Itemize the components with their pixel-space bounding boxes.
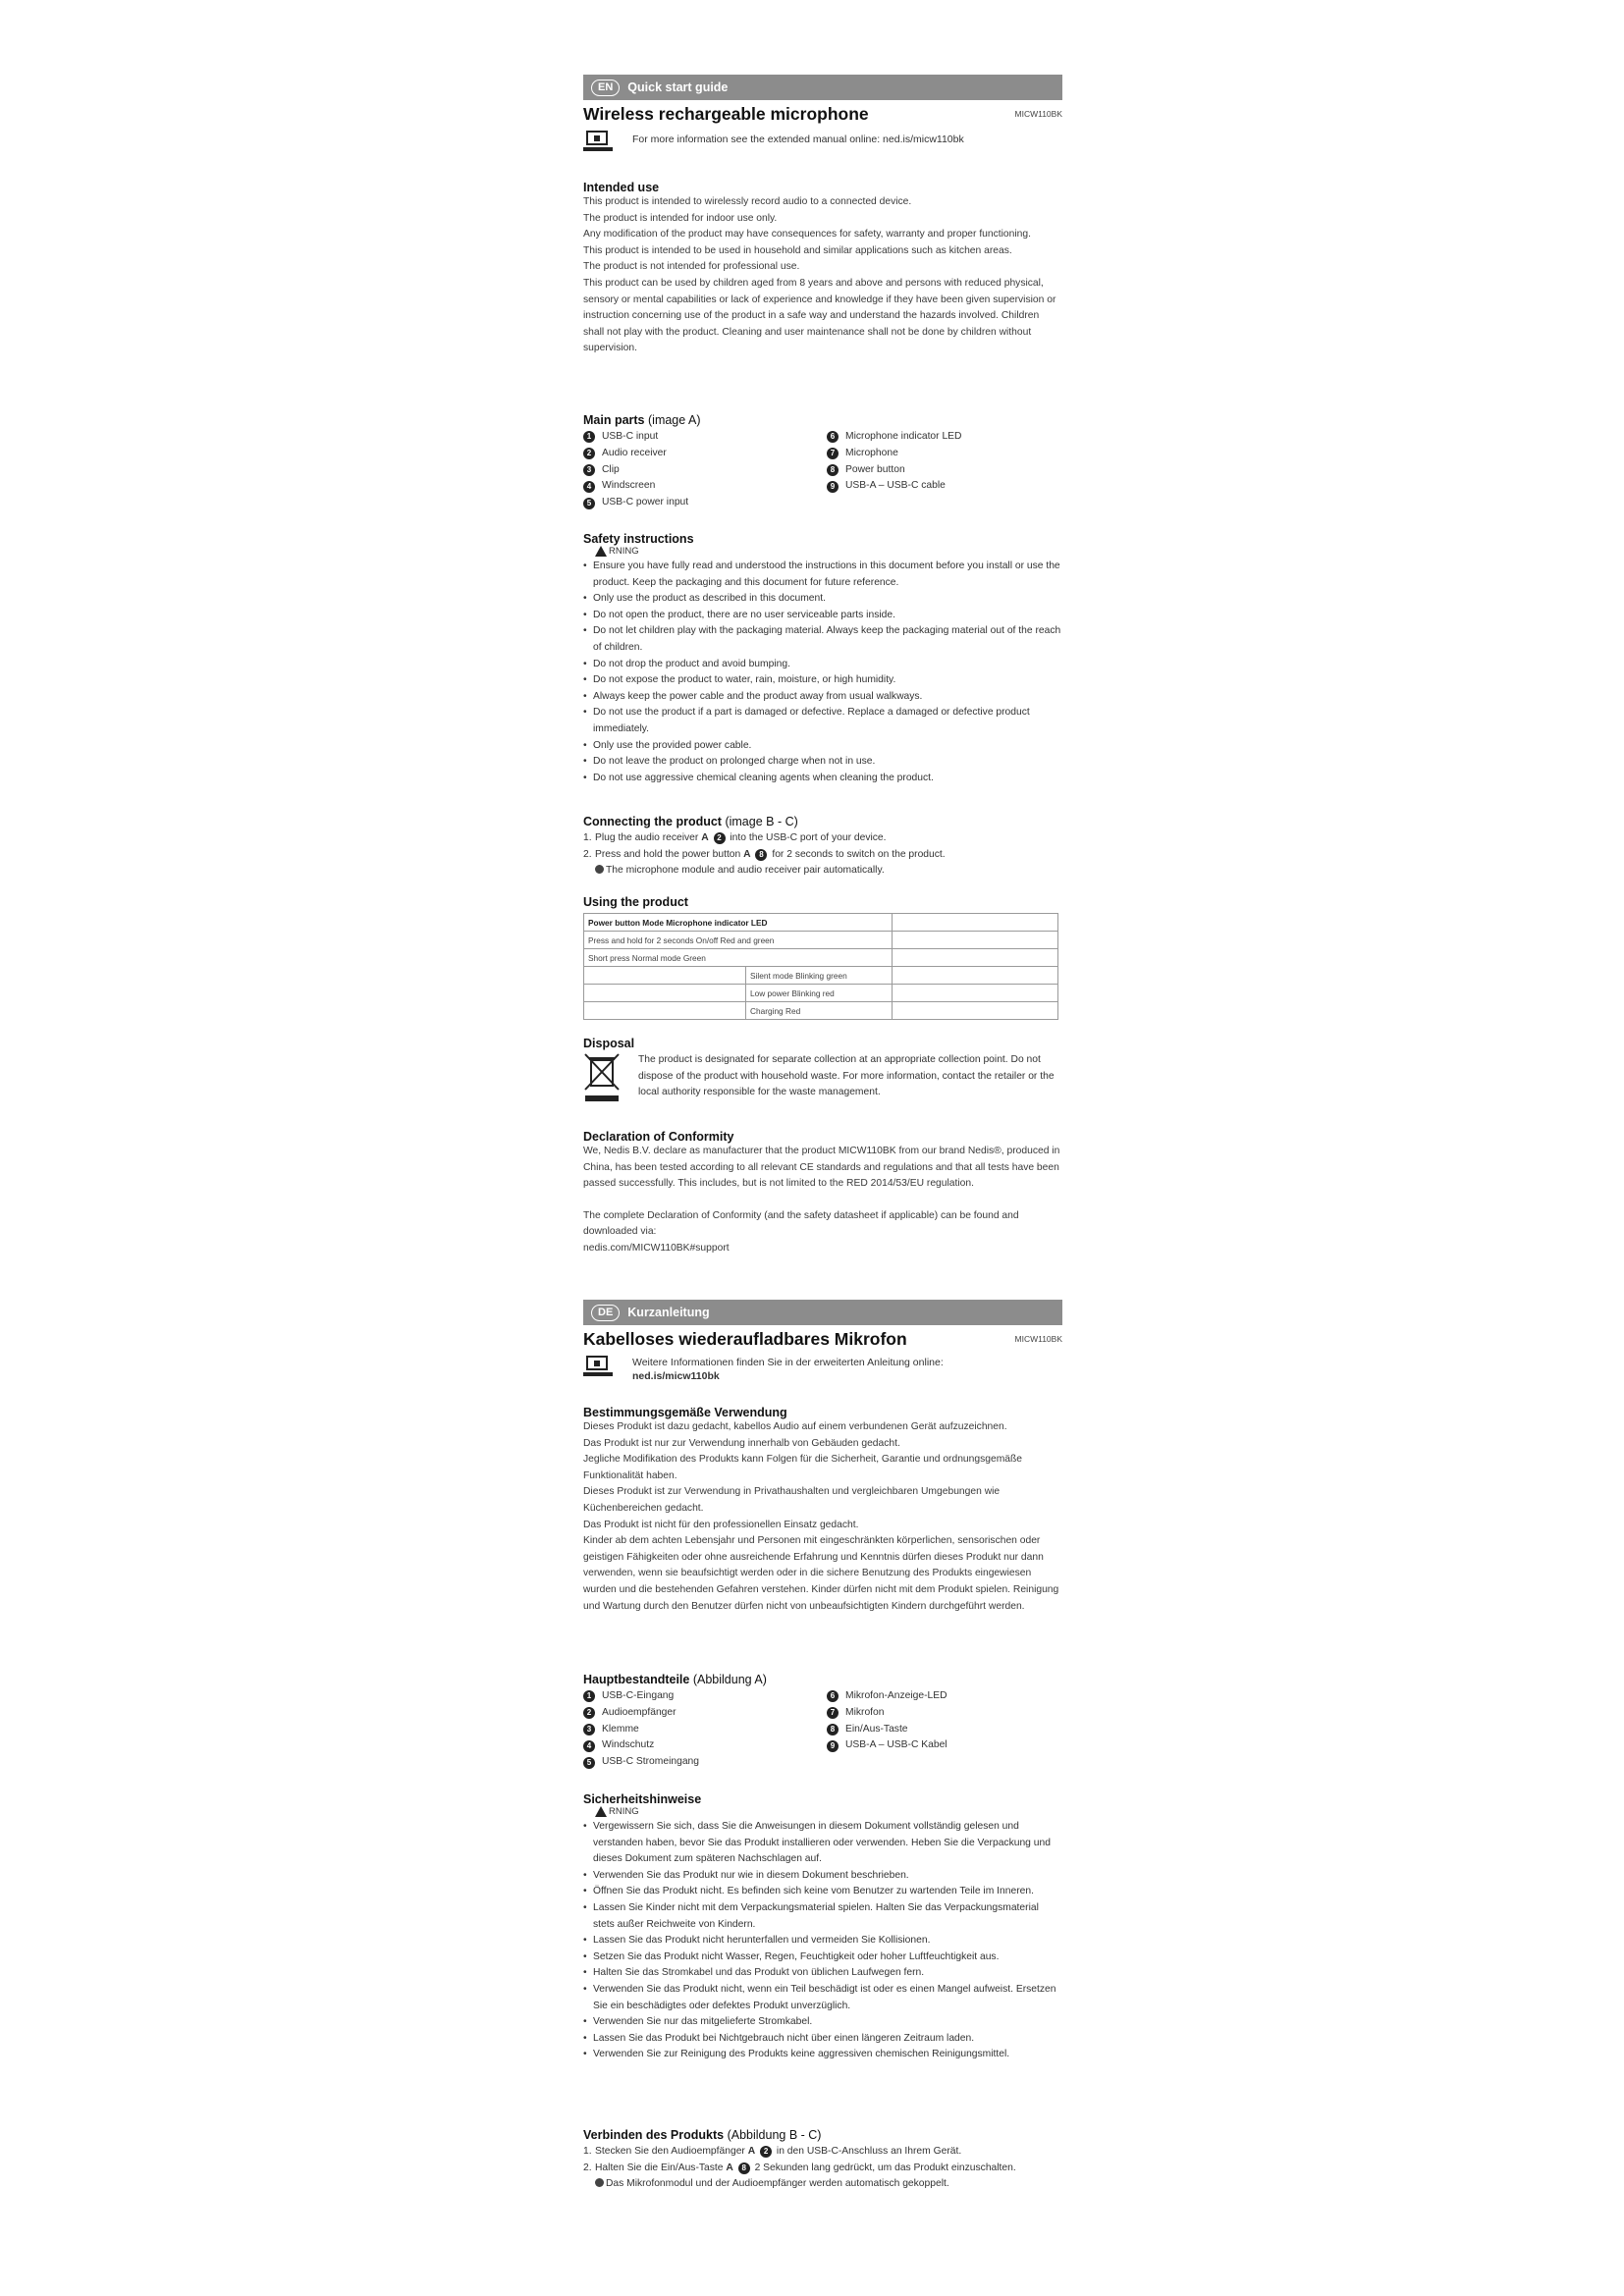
de-more-info-text: Weitere Informationen finden Sie in der erweiterten Anleitung online:	[632, 1357, 944, 1368]
list-item: • Do not use aggressive chemical cleaning agents when cleaning the product.	[583, 771, 1062, 787]
warning-icon	[595, 1806, 607, 1817]
en-more-info	[583, 131, 1062, 152]
list-item: • Only use the provided power cable.	[583, 738, 1062, 755]
list-item: • Do not open the product, there are no user serviceable parts inside.	[583, 608, 1062, 624]
part-item: 9 USB-A – USB-C cable	[827, 478, 1062, 495]
list-item: • Öffnen Sie das Produkt nicht. Es befinden sich keine vom Benutzer zu wartenden Teile im Inneren.	[583, 1884, 1062, 1900]
en-main-parts-heading: Main parts (image A)	[583, 413, 701, 427]
list-item: • Do not use the product if a part is damaged or defective. Replace a damaged or defective product immediately.	[583, 705, 1062, 737]
part-item: 8 Power button	[827, 462, 1062, 479]
list-item: • Do not leave the product on prolonged charge when not in use.	[583, 754, 1062, 771]
part-item: 4 Windscreen	[583, 478, 827, 495]
en-step-1: 1. Plug the audio receiver A 2 into the USB-C port of your device.	[583, 832, 887, 843]
en-model-number: MICW110BK	[1014, 109, 1062, 119]
list-item: • Do not let children play with the packaging material. Always keep the packaging material out of the reach of children.	[583, 623, 1062, 656]
de-connecting-heading: Verbinden des Produkts (Abbildung B - C)	[583, 2128, 822, 2142]
en-disposal-text: The product is designated for separate collection at an appropriate collection point. Do not dispose of the product with household waste. For more information, contact the retailer or the local authority responsible for the waste management.	[638, 1054, 1055, 1098]
en-title-row	[583, 104, 1062, 125]
en-intended-use-p4: This product is intended to be used in household and similar applications such as kitchen areas.	[583, 244, 1012, 256]
part-item: 2 Audio receiver	[583, 446, 827, 462]
de-safety-heading: Sicherheitshinweise	[583, 1792, 702, 1806]
de-intended-use-p3: Jegliche Modifikation des Produkts kann Folgen für die Sicherheit, Garantie und ordnungsgemäße Funktionalität haben.	[583, 1454, 1023, 1481]
en-declaration-p2: The complete Declaration of Conformity (and the safety datasheet if applicable) can be found and downloaded via:	[583, 1209, 1019, 1238]
de-main-parts-heading: Hauptbestandteile (Abbildung A)	[583, 1673, 767, 1686]
de-product-title: Kabelloses wiederaufladbares Mikrofon	[583, 1329, 907, 1349]
list-item: • Lassen Sie das Produkt bei Nichtgebrauch nicht über einen längeren Zeitraum laden.	[583, 2031, 1062, 2048]
de-header-bar	[583, 1300, 1062, 1325]
de-more-info-link[interactable]: ned.is/micw110bk	[632, 1370, 720, 1382]
en-disposal	[583, 1037, 1062, 1103]
part-item: 6 Mikrofon-Anzeige-LED	[827, 1688, 1062, 1705]
de-connecting	[583, 2128, 1062, 2193]
en-intended-use	[583, 181, 1062, 357]
part-item: 9 USB-A – USB-C Kabel	[827, 1737, 1062, 1754]
list-item: • Verwenden Sie das Produkt nicht, wenn ein Teil beschädigt ist oder es einen Mangel aufweist. Ersetzen Sie ein beschädigtes oder defektes Produkt unverzüglich.	[583, 1982, 1062, 2014]
list-item: • Verwenden Sie nur das mitgelieferte Stromkabel.	[583, 2014, 1062, 2031]
en-intended-use-p6: This product can be used by children aged from 8 years and above and persons with reduced physical, sensory or mental capabilities or lack of experience and knowledge if they have been given supervision or instruction concerning use of the product in a safe way and understand the hazards involved. Children shall not play with the product. Cleaning and user maintenance shall not be done by children without supervision.	[583, 277, 1056, 354]
de-intended-use-p4: Dieses Produkt ist zur Verwendung in Privathaushalten und vergleichbaren Umgebungen wie Küchenbereichen gedacht.	[583, 1486, 1001, 1514]
list-item: • Lassen Sie Kinder nicht mit dem Verpackungsmaterial spielen. Halten Sie das Verpackungsmaterial stets außer Reichweite von Kindern.	[583, 1900, 1062, 1933]
info-icon	[595, 865, 604, 874]
list-item: • Do not expose the product to water, rain, moisture, or high humidity.	[583, 672, 1062, 689]
de-intended-use-p6: Kinder ab dem achten Lebensjahr und Personen mit eingeschränkten körperlichen, sensorischen oder geistigen Fähigkeiten oder ohne ausreichende Erfahrung und Kenntnis dürfen dieses Produkt nur dann verwenden, wenn sie beaufsichtigt werden oder in die sichere Benutzung des Produkts eingewiesen wurden und die bestehenden Gefahren verstehen. Kinder dürfen nicht mit dem Produkt spielen. Reinigung und Wartung durch den Benutzer dürfen nicht von unbeaufsichtigten Kindern durchgeführt werden.	[583, 1535, 1059, 1612]
en-declaration-p1: We, Nedis B.V. declare as manufacturer that the product MICW110BK from our brand Nedis®, produced in China, has been tested according to all relevant CE standards and regulations and that all tests have been passed successfully. This includes, but is not limited to the RED 2014/53/EU regulation.	[583, 1146, 1060, 1190]
de-step-1: 1. Stecken Sie den Audioempfänger A 2 in den USB-C-Anschluss an Ihrem Gerät.	[583, 2146, 962, 2157]
list-item: • Verwenden Sie zur Reinigung des Produkts keine aggressiven chemischen Reinigungsmittel.	[583, 2047, 1062, 2063]
en-intended-use-p5: The product is not intended for professional use.	[583, 261, 800, 273]
de-more-info	[583, 1356, 1062, 1383]
en-language-badge: EN	[591, 80, 620, 96]
de-title-row	[583, 1329, 1062, 1350]
en-more-info-text: For more information see the extended manual online: ned.is/micw110bk	[632, 133, 964, 145]
table-row: Short press Normal mode Green	[584, 949, 1058, 967]
de-intended-use-p2: Das Produkt ist nur zur Verwendung innerhalb von Gebäuden gedacht.	[583, 1437, 900, 1449]
en-declaration-link[interactable]: nedis.com/MICW110BK#support	[583, 1242, 730, 1254]
part-item: 7 Microphone	[827, 446, 1062, 462]
en-connecting	[583, 815, 1062, 880]
en-intended-use-p3: Any modification of the product may have consequences for safety, warranty and proper functioning.	[583, 229, 1031, 240]
part-item: 3 Clip	[583, 462, 827, 479]
document	[583, 75, 1062, 2190]
list-item: • Only use the product as described in this document.	[583, 591, 1062, 608]
usage-table	[583, 913, 1058, 1020]
list-item: • Verwenden Sie das Produkt nur wie in diesem Dokument beschrieben.	[583, 1868, 1062, 1885]
en-intended-use-p1: This product is intended to wirelessly record audio to a connected device.	[583, 196, 912, 207]
part-item: 3 Klemme	[583, 1722, 827, 1738]
list-item: • Vergewissern Sie sich, dass Sie die Anweisungen in diesem Dokument vollständig gelesen und verstanden haben, bevor Sie das Produkt installieren oder verwenden. Heben Sie die Verpackung und dieses Dokument zum späteren Nachschlagen auf.	[583, 1819, 1062, 1868]
en-intended-use-p2: The product is intended for indoor use only.	[583, 212, 778, 224]
part-item: 1 USB-C-Eingang	[583, 1688, 827, 1705]
en-connecting-heading: Connecting the product (image B - C)	[583, 815, 798, 828]
info-icon	[595, 2178, 604, 2187]
de-main-parts	[583, 1673, 1062, 1771]
table-row: Silent mode Blinking green	[584, 967, 1058, 985]
de-step-2: 2. Halten Sie die Ein/Aus-Taste A 8 2 Sekunden lang gedrückt, um das Produkt einzuschalten.	[583, 2162, 1016, 2173]
en-main-parts	[583, 413, 1062, 511]
part-item: 5 USB-C Stromeingang	[583, 1754, 827, 1771]
part-item: 8 Ein/Aus-Taste	[827, 1722, 1062, 1738]
en-intended-use-heading: Intended use	[583, 181, 660, 194]
en-header-label: Quick start guide	[627, 80, 729, 94]
de-section	[583, 1300, 1062, 1383]
part-item: 4 Windschutz	[583, 1737, 827, 1754]
list-item: • Lassen Sie das Produkt nicht herunterfallen und vermeiden Sie Kollisionen.	[583, 1933, 1062, 1949]
de-language-badge: DE	[591, 1305, 620, 1321]
de-intended-use-p1: Dieses Produkt ist dazu gedacht, kabellos Audio auf einem verbundenen Gerät aufzuzeichnen.	[583, 1421, 1007, 1432]
table-row: Charging Red	[584, 1002, 1058, 1020]
table-row: Power button Mode Microphone indicator LED	[584, 914, 1058, 932]
de-intended-use	[583, 1406, 1062, 1615]
part-item: 6 Microphone indicator LED	[827, 429, 1062, 446]
en-connect-note: The microphone module and audio receiver pair automatically.	[583, 863, 1062, 880]
en-declaration	[583, 1130, 1062, 1257]
en-disposal-heading: Disposal	[583, 1037, 635, 1050]
laptop-icon	[583, 131, 613, 152]
part-item: 7 Mikrofon	[827, 1705, 1062, 1722]
part-item: 2 Audioempfänger	[583, 1705, 827, 1722]
crossed-bin-icon	[583, 1052, 623, 1103]
de-connect-note: Das Mikrofonmodul und der Audioempfänger werden automatisch gekoppelt.	[583, 2176, 1062, 2193]
de-warning-label: RNING	[595, 1806, 1062, 1817]
list-item: • Do not drop the product and avoid bumping.	[583, 657, 1062, 673]
part-item: 1 USB-C input	[583, 429, 827, 446]
list-item: • Halten Sie das Stromkabel und das Produkt von üblichen Laufwegen fern.	[583, 1965, 1062, 1982]
part-item: 5 USB-C power input	[583, 495, 827, 511]
list-item: • Always keep the power cable and the product away from usual walkways.	[583, 689, 1062, 706]
warning-icon	[595, 546, 607, 557]
de-intended-use-p5: Das Produkt ist nicht für den professionellen Einsatz gedacht.	[583, 1519, 859, 1530]
de-safety	[583, 1792, 1062, 2063]
en-warning-label: RNING	[595, 546, 1062, 557]
table-row: Press and hold for 2 seconds On/off Red and green	[584, 932, 1058, 949]
en-header-bar	[583, 75, 1062, 100]
table-row: Low power Blinking red	[584, 985, 1058, 1002]
de-header-label: Kurzanleitung	[627, 1306, 710, 1319]
en-declaration-heading: Declaration of Conformity	[583, 1130, 734, 1144]
de-intended-use-heading: Bestimmungsgemäße Verwendung	[583, 1406, 787, 1419]
de-model-number: MICW110BK	[1014, 1334, 1062, 1344]
en-using	[583, 895, 1062, 1020]
en-safety-heading: Safety instructions	[583, 532, 694, 546]
list-item: • Setzen Sie das Produkt nicht Wasser, Regen, Feuchtigkeit oder hoher Luftfeuchtigkeit aus.	[583, 1949, 1062, 1966]
en-step-2: 2. Press and hold the power button A 8 for 2 seconds to switch on the product.	[583, 848, 946, 860]
en-safety	[583, 532, 1062, 786]
list-item: • Ensure you have fully read and understood the instructions in this document before you install or use the product. Keep the packaging and this document for future reference.	[583, 559, 1062, 591]
en-using-heading: Using the product	[583, 895, 688, 909]
laptop-icon	[583, 1356, 613, 1377]
en-product-title: Wireless rechargeable microphone	[583, 104, 869, 124]
